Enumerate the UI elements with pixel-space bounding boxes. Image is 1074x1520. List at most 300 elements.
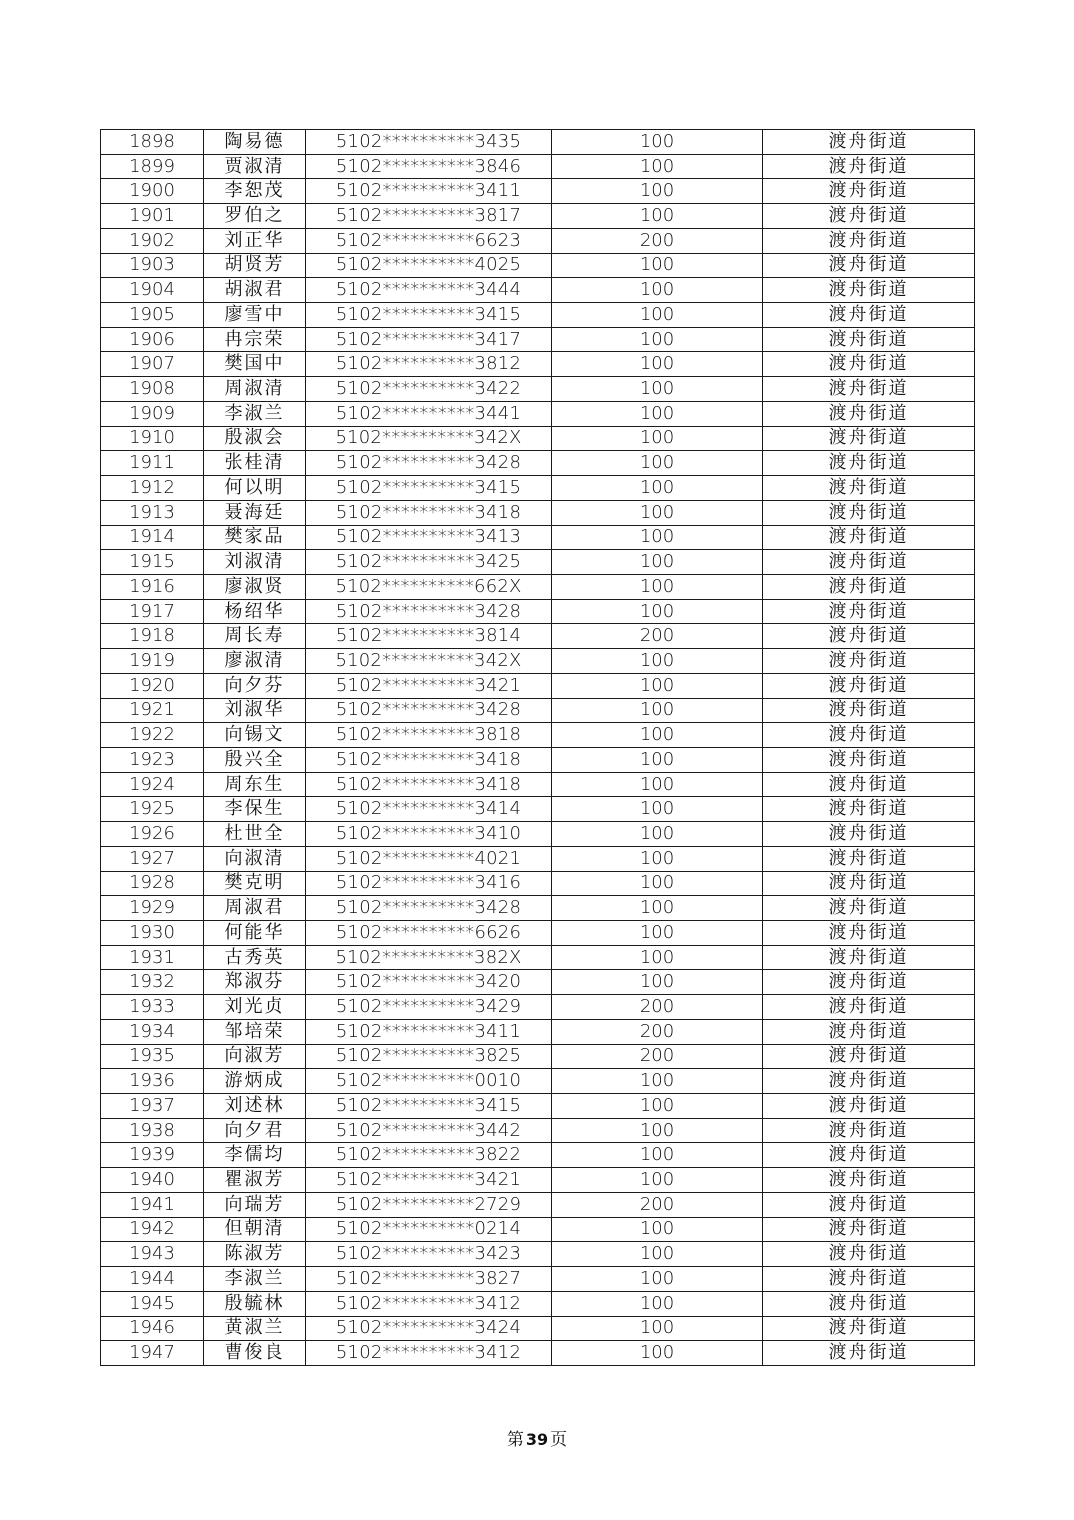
row-number: 1942 [101,1217,204,1242]
table-row [101,1044,975,1069]
id-number: 5102**********3422 [306,377,552,402]
id-number: 5102**********3418 [306,747,552,772]
id-number: 5102**********3442 [306,1118,552,1143]
page-footer [0,1429,1074,1451]
row-number: 1945 [101,1291,204,1316]
subsidy-amount: 100 [552,747,763,772]
row-number: 1908 [101,377,204,402]
subsidy-amount: 100 [552,327,763,352]
subsidy-amount: 100 [552,278,763,303]
person-name: 向淑清 [204,846,306,871]
row-number: 1929 [101,896,204,921]
street-area: 渡舟街道 [763,525,975,550]
street-area: 渡舟街道 [763,599,975,624]
subsidy-amount: 100 [552,303,763,328]
subsidy-amount: 100 [552,797,763,822]
row-number: 1924 [101,772,204,797]
row-number: 1926 [101,822,204,847]
subsidy-amount: 100 [552,204,763,229]
table-row [101,747,975,772]
subsidy-amount: 100 [552,1143,763,1168]
id-number: 5102**********0214 [306,1217,552,1242]
subsidy-amount: 100 [552,426,763,451]
street-area: 渡舟街道 [763,1217,975,1242]
street-area: 渡舟街道 [763,352,975,377]
table-row [101,476,975,501]
street-area: 渡舟街道 [763,797,975,822]
row-number: 1910 [101,426,204,451]
person-name: 李恕茂 [204,179,306,204]
subsidy-amount: 100 [552,525,763,550]
street-area: 渡舟街道 [763,624,975,649]
street-area: 渡舟街道 [763,204,975,229]
table-row [101,179,975,204]
id-number: 5102**********3418 [306,500,552,525]
person-name: 殷兴全 [204,747,306,772]
subsidy-amount: 100 [552,1168,763,1193]
row-number: 1925 [101,797,204,822]
row-number: 1898 [101,130,204,155]
id-number: 5102**********3822 [306,1143,552,1168]
person-name: 刘正华 [204,228,306,253]
street-area: 渡舟街道 [763,278,975,303]
subsidy-amount: 100 [552,451,763,476]
subsidy-amount: 100 [552,822,763,847]
id-number: 5102**********3418 [306,772,552,797]
table-row [101,797,975,822]
table-row [101,401,975,426]
street-area: 渡舟街道 [763,1118,975,1143]
row-number: 1914 [101,525,204,550]
table-row [101,871,975,896]
table-row [101,1069,975,1094]
street-area: 渡舟街道 [763,1168,975,1193]
table-row [101,327,975,352]
person-name: 殷淑会 [204,426,306,451]
person-name: 周长寿 [204,624,306,649]
subsidy-amount: 100 [552,673,763,698]
table-row [101,130,975,155]
subsidy-amount: 100 [552,846,763,871]
id-number: 5102**********6623 [306,228,552,253]
id-number: 5102**********3812 [306,352,552,377]
id-number: 5102**********3827 [306,1267,552,1292]
id-number: 5102**********0010 [306,1069,552,1094]
row-number: 1937 [101,1094,204,1119]
id-number: 5102**********3421 [306,1168,552,1193]
footer-suffix: 页 [550,1430,568,1450]
table-row [101,673,975,698]
footer-prefix: 第 [506,1430,524,1450]
street-area: 渡舟街道 [763,871,975,896]
street-area: 渡舟街道 [763,154,975,179]
subsidy-amount: 100 [552,377,763,402]
row-number: 1938 [101,1118,204,1143]
row-number: 1918 [101,624,204,649]
person-name: 张桂清 [204,451,306,476]
street-area: 渡舟街道 [763,253,975,278]
subsidy-amount: 100 [552,574,763,599]
subsidy-amount: 200 [552,1044,763,1069]
person-name: 向锡文 [204,723,306,748]
table-row [101,574,975,599]
id-number: 5102**********3435 [306,130,552,155]
table-row [101,1094,975,1119]
subsidy-amount: 100 [552,476,763,501]
street-area: 渡舟街道 [763,451,975,476]
person-name: 向夕芬 [204,673,306,698]
id-number: 5102**********3444 [306,278,552,303]
table-row [101,1291,975,1316]
table-row [101,500,975,525]
subsidy-amount: 100 [552,772,763,797]
person-name: 李淑兰 [204,1267,306,1292]
person-name: 罗伯之 [204,204,306,229]
id-number: 5102**********3424 [306,1316,552,1341]
street-area: 渡舟街道 [763,822,975,847]
person-name: 廖淑清 [204,649,306,674]
street-area: 渡舟街道 [763,772,975,797]
table-row [101,896,975,921]
table-row [101,822,975,847]
table-row [101,1242,975,1267]
row-number: 1917 [101,599,204,624]
street-area: 渡舟街道 [763,327,975,352]
row-number: 1941 [101,1192,204,1217]
id-number: 5102**********3420 [306,970,552,995]
person-name: 刘光贞 [204,995,306,1020]
street-area: 渡舟街道 [763,228,975,253]
table-row [101,525,975,550]
row-number: 1913 [101,500,204,525]
street-area: 渡舟街道 [763,649,975,674]
person-name: 瞿淑芳 [204,1168,306,1193]
table-row [101,426,975,451]
street-area: 渡舟街道 [763,1044,975,1069]
street-area: 渡舟街道 [763,945,975,970]
id-number: 5102**********3415 [306,1094,552,1119]
table-row [101,846,975,871]
person-name: 刘述林 [204,1094,306,1119]
table-row [101,1267,975,1292]
id-number: 5102**********3423 [306,1242,552,1267]
person-name: 曹俊良 [204,1341,306,1366]
street-area: 渡舟街道 [763,1019,975,1044]
table-row [101,1316,975,1341]
row-number: 1906 [101,327,204,352]
person-name: 冉宗荣 [204,327,306,352]
person-name: 向淑芳 [204,1044,306,1069]
row-number: 1947 [101,1341,204,1366]
table-row [101,228,975,253]
street-area: 渡舟街道 [763,673,975,698]
person-name: 游炳成 [204,1069,306,1094]
row-number: 1944 [101,1267,204,1292]
row-number: 1904 [101,278,204,303]
subsidy-amount: 100 [552,945,763,970]
row-number: 1899 [101,154,204,179]
id-number: 5102**********2729 [306,1192,552,1217]
person-name: 向夕君 [204,1118,306,1143]
person-name: 杨绍华 [204,599,306,624]
row-number: 1916 [101,574,204,599]
row-number: 1919 [101,649,204,674]
table-row [101,921,975,946]
id-number: 5102**********3411 [306,1019,552,1044]
id-number: 5102**********3428 [306,599,552,624]
table-row [101,253,975,278]
id-number: 5102**********342X [306,426,552,451]
row-number: 1905 [101,303,204,328]
street-area: 渡舟街道 [763,377,975,402]
row-number: 1900 [101,179,204,204]
person-name: 刘淑华 [204,698,306,723]
row-number: 1902 [101,228,204,253]
street-area: 渡舟街道 [763,995,975,1020]
subsidy-amount: 100 [552,401,763,426]
id-number: 5102**********4021 [306,846,552,871]
person-name: 殷毓林 [204,1291,306,1316]
subsidy-amount: 100 [552,649,763,674]
subsidy-amount: 100 [552,871,763,896]
id-number: 5102**********3428 [306,698,552,723]
person-name: 樊家品 [204,525,306,550]
street-area: 渡舟街道 [763,896,975,921]
person-name: 李淑兰 [204,401,306,426]
street-area: 渡舟街道 [763,1291,975,1316]
subsidy-amount: 100 [552,896,763,921]
subsidy-amount: 100 [552,253,763,278]
row-number: 1933 [101,995,204,1020]
id-number: 5102**********3417 [306,327,552,352]
subsidy-amount: 100 [552,723,763,748]
subsidy-amount: 100 [552,1094,763,1119]
subsidy-amount: 200 [552,995,763,1020]
table-row [101,995,975,1020]
person-name: 周淑清 [204,377,306,402]
subsidy-amount: 100 [552,1316,763,1341]
row-number: 1909 [101,401,204,426]
subsidy-amount: 200 [552,1019,763,1044]
row-number: 1946 [101,1316,204,1341]
subsidy-amount: 200 [552,228,763,253]
id-number: 5102**********3825 [306,1044,552,1069]
row-number: 1930 [101,921,204,946]
row-number: 1943 [101,1242,204,1267]
street-area: 渡舟街道 [763,401,975,426]
person-name: 廖淑贤 [204,574,306,599]
street-area: 渡舟街道 [763,550,975,575]
id-number: 5102**********3412 [306,1341,552,1366]
id-number: 5102**********3415 [306,476,552,501]
subsidy-amount: 100 [552,154,763,179]
person-name: 胡淑君 [204,278,306,303]
roster-body [101,130,975,1366]
subsidy-amount: 100 [552,130,763,155]
table-row [101,649,975,674]
street-area: 渡舟街道 [763,179,975,204]
subsidy-amount: 100 [552,550,763,575]
person-name: 古秀英 [204,945,306,970]
person-name: 周淑君 [204,896,306,921]
table-row [101,1217,975,1242]
id-number: 5102**********3413 [306,525,552,550]
id-number: 5102**********3412 [306,1291,552,1316]
street-area: 渡舟街道 [763,574,975,599]
street-area: 渡舟街道 [763,1341,975,1366]
row-number: 1903 [101,253,204,278]
table-row [101,1168,975,1193]
street-area: 渡舟街道 [763,1242,975,1267]
table-row [101,377,975,402]
table-row [101,723,975,748]
table-row [101,550,975,575]
id-number: 5102**********3410 [306,822,552,847]
row-number: 1927 [101,846,204,871]
street-area: 渡舟街道 [763,970,975,995]
street-area: 渡舟街道 [763,303,975,328]
id-number: 5102**********3415 [306,303,552,328]
person-name: 但朝清 [204,1217,306,1242]
street-area: 渡舟街道 [763,1094,975,1119]
person-name: 刘淑清 [204,550,306,575]
person-name: 黄淑兰 [204,1316,306,1341]
page-number: 39 [525,1430,549,1449]
id-number: 5102**********3441 [306,401,552,426]
person-name: 邹培荣 [204,1019,306,1044]
person-name: 陶易德 [204,130,306,155]
table-row [101,772,975,797]
id-number: 5102**********342X [306,649,552,674]
subsidy-amount: 100 [552,970,763,995]
street-area: 渡舟街道 [763,747,975,772]
table-row [101,970,975,995]
id-number: 5102**********662X [306,574,552,599]
row-number: 1928 [101,871,204,896]
row-number: 1932 [101,970,204,995]
subsidy-amount: 100 [552,698,763,723]
row-number: 1915 [101,550,204,575]
table-row [101,1118,975,1143]
table-row [101,303,975,328]
person-name: 廖雪中 [204,303,306,328]
id-number: 5102**********382X [306,945,552,970]
street-area: 渡舟街道 [763,1267,975,1292]
street-area: 渡舟街道 [763,846,975,871]
id-number: 5102**********3428 [306,451,552,476]
row-number: 1911 [101,451,204,476]
person-name: 何能华 [204,921,306,946]
table-row [101,1341,975,1366]
table-row [101,451,975,476]
row-number: 1934 [101,1019,204,1044]
id-number: 5102**********3814 [306,624,552,649]
subsidy-roster-table [100,129,975,1366]
subsidy-amount: 100 [552,921,763,946]
row-number: 1907 [101,352,204,377]
person-name: 李儒均 [204,1143,306,1168]
person-name: 向瑞芳 [204,1192,306,1217]
id-number: 5102**********3428 [306,896,552,921]
person-name: 胡贤芳 [204,253,306,278]
subsidy-amount: 100 [552,1217,763,1242]
id-number: 5102**********3846 [306,154,552,179]
table-row [101,599,975,624]
street-area: 渡舟街道 [763,921,975,946]
subsidy-amount: 100 [552,1118,763,1143]
street-area: 渡舟街道 [763,1143,975,1168]
row-number: 1912 [101,476,204,501]
street-area: 渡舟街道 [763,476,975,501]
table-row [101,1143,975,1168]
table-row [101,352,975,377]
row-number: 1901 [101,204,204,229]
row-number: 1936 [101,1069,204,1094]
street-area: 渡舟街道 [763,130,975,155]
subsidy-amount: 100 [552,1267,763,1292]
table-row [101,698,975,723]
street-area: 渡舟街道 [763,1069,975,1094]
subsidy-amount: 100 [552,1291,763,1316]
subsidy-amount: 100 [552,1069,763,1094]
street-area: 渡舟街道 [763,426,975,451]
table-row [101,1192,975,1217]
street-area: 渡舟街道 [763,723,975,748]
id-number: 5102**********3429 [306,995,552,1020]
id-number: 5102**********3416 [306,871,552,896]
street-area: 渡舟街道 [763,500,975,525]
subsidy-amount: 100 [552,352,763,377]
table-row [101,945,975,970]
person-name: 樊克明 [204,871,306,896]
street-area: 渡舟街道 [763,698,975,723]
row-number: 1921 [101,698,204,723]
id-number: 5102**********3421 [306,673,552,698]
row-number: 1920 [101,673,204,698]
subsidy-amount: 100 [552,1242,763,1267]
table-row [101,278,975,303]
subsidy-amount: 100 [552,179,763,204]
street-area: 渡舟街道 [763,1192,975,1217]
person-name: 杜世全 [204,822,306,847]
id-number: 5102**********3411 [306,179,552,204]
street-area: 渡舟街道 [763,1316,975,1341]
subsidy-amount: 100 [552,1341,763,1366]
table-row [101,154,975,179]
id-number: 5102**********4025 [306,253,552,278]
table-row [101,1019,975,1044]
subsidy-amount: 100 [552,500,763,525]
row-number: 1940 [101,1168,204,1193]
subsidy-amount: 200 [552,624,763,649]
subsidy-amount: 200 [552,1192,763,1217]
id-number: 5102**********3425 [306,550,552,575]
person-name: 陈淑芳 [204,1242,306,1267]
person-name: 李保生 [204,797,306,822]
person-name: 聂海廷 [204,500,306,525]
person-name: 何以明 [204,476,306,501]
row-number: 1922 [101,723,204,748]
row-number: 1935 [101,1044,204,1069]
subsidy-amount: 100 [552,599,763,624]
table-row [101,624,975,649]
person-name: 周东生 [204,772,306,797]
table-row [101,204,975,229]
person-name: 郑淑芬 [204,970,306,995]
id-number: 5102**********6626 [306,921,552,946]
row-number: 1939 [101,1143,204,1168]
id-number: 5102**********3817 [306,204,552,229]
